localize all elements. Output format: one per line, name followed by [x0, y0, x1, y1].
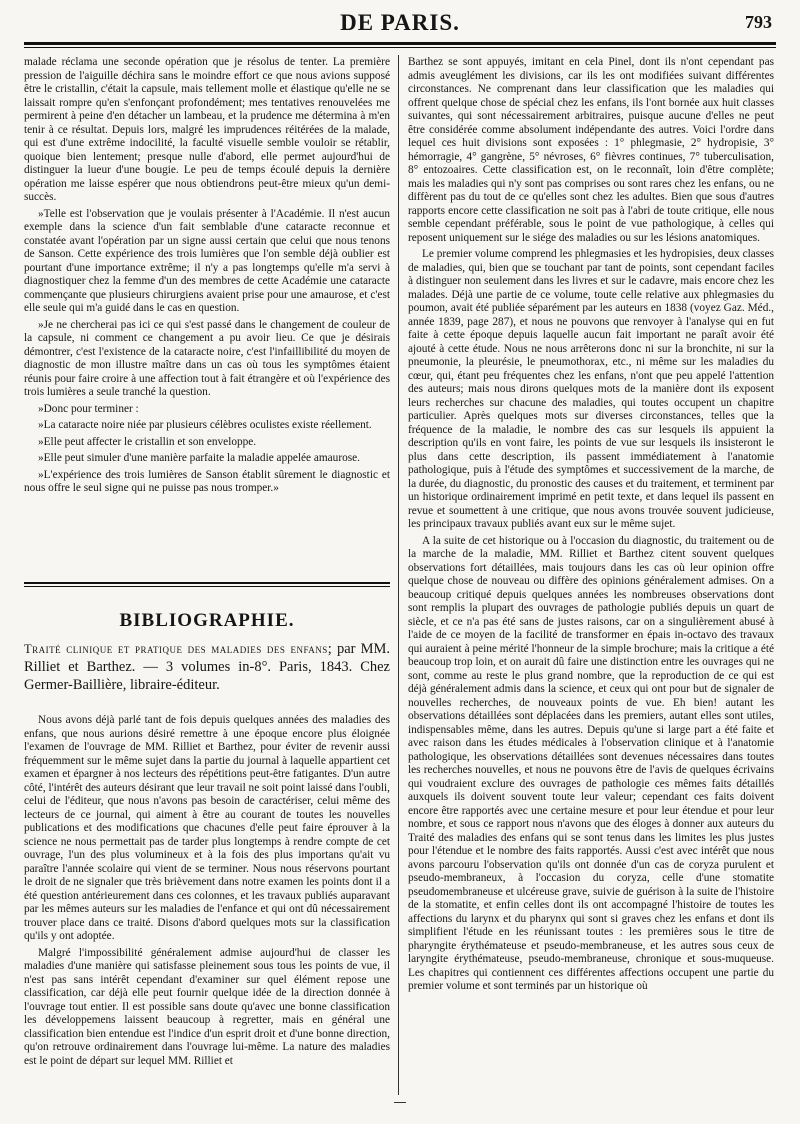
left-column-article	[24, 56, 390, 566]
column-divider	[398, 55, 399, 1095]
page-header	[24, 8, 776, 40]
right-column-review	[408, 56, 774, 1098]
paragraph: »Elle peut simuler d'une manière parfaite la maladie appelée amaurose.	[38, 452, 360, 464]
section-heading: BIBLIOGRAPHIE.	[119, 610, 295, 631]
paragraph: »Je ne chercherai pas ici ce qui s'est passé dans le changement de couleur de la capsule, ni comment ce changement a pu avoir lieu. Ce que je désirais démontrer, c'est l'existence de la cataracte noire, c'est l'infaillibilité du moyen de diagnostic de mon illustre maître dans un cas où tous les symptômes étaient réunis pour faire croire à une affection tout à fait étrangère et où l'expérience des trois lumières a seule tranché la question.	[24, 318, 390, 398]
paragraph: »Elle peut affecter le cristallin et son enveloppe.	[38, 435, 257, 448]
paragraph: A la suite de cet historique ou à l'occasion du diagnostic, du traitement ou de la marche de la maladie, MM. Rilliet et Barthez citent souvent quelques observations fort détaillées, mais toujours dans les cas où leur opinion offre quelque chose de nouveau ou diffère des opinions généralement admises. On a beaucoup critiqué depuis quelques années les nombreuses observations dont sont remplis la plupart des ouvrages de pathologie publiés depuis un quart de siècle, et ce n'a pas été sans de justes raisons, car on a singulièrement abusé à l'aide de ce moyen de la facilité de transformer en épais in-octavo des travaux qui auraient à peine mérité l'honneur de la simple brochure; mais la critique a été beaucoup trop loin, et on aurait dû faire une distinction entre les ouvrages qui ne sont, comme au reste le plus grand nombre, que la reproduction de ce qui est déjà généralement admis dans la science, et ceux qui ont pour but de signaler de nouvelles recherches, de nouveaux points de vue. Eh bien! autant les observations détaillées sont déplacées dans les premiers, autant elles sont utiles, indispensables même, dans les autres. Depuis qu'une si large part a été faite et avec raison dans les études médicales à l'observation clinique et à l'anatomie pathologique, les observations détaillées sont devenues nécessaires dans toutes les recherches nouvelles, et nous ne pouvons être de l'avis de quelques écrivains qui voudraient exclure des ouvrages de pathologie ces mêmes faits détaillés auxquels ils doivent souvent toute leur valeur; cependant ces faits doivent encore être rapportés avec une certaine mesure et pour leur étendue et pour leur nombre, et sous ce rapport nous n'avons que des éloges à donner aux auteurs du Traité des maladies des enfans qui se sont tenus dans les limites les plus justes pour l'étendue et le nombre des faits rapportés. Aussi c'est avec intérêt que nous avons parcouru l'observation qu'ils ont donnée d'un cas de coryza purulent et pseudo-membraneux, à l'occasion du coryza, celle d'une stomatite pseudomembraneuse et ulcéreuse grave, suivie de guérison à la suite de l'histoire de la stomatite, et enfin celles dont ils ont accompagné l'histoire de toutes les affections du larynx et du pharynx qui sont si graves chez les enfans et dont ils simplifient l'étude en les réunissant toutes : les premières sous le titre de pharyngite érythémateuse et pseudo-membraneuse, et les autres sous ceux de laryngite érythémateuse, pseudo-membraneuse, chronique et sous-muqueuse. Les chapitres qui contiennent ces différentes affections occupent une partie du premier volume et sont terminés par un historique où	[408, 534, 774, 992]
paragraph: »L'expérience des trois lumières de Sanson établit sûrement le diagnostic et nous offre le seul signe qui ne puisse pas nous tromper.»	[24, 468, 390, 494]
paragraph: Le premier volume comprend les phlegmasies et les hydropisies, deux classes de maladies, qui, bien que se touchant par tant de points, sont cependant faciles à distinguer non seulement dans les livres et sur le cadavre, mais encore chez les malades. Déjà une partie de ce volume, toute celle relative aux phlegmasies du poumon, avait été publiée séparément par les auteurs en 1838 (voyez Gaz. Méd., année 1839, page 287), et nous ne pouvons que renvoyer à l'analyse qui en fut faite à cette époque depuis laquelle aucun fait important ne paraît avoir été ajouté à cette étude. Nous ne nous arrêterons donc ni sur la bronchite, ni sur la pneumonie, la pleurésie, le pneumothorax, etc., ni même sur les maladies du cœur, qui, étant peu fréquentes chez les enfans, n'ont que peu appelé l'attention des auteurs; mais nous dirons quelques mots de la manière dont ils exposent leurs recherches sur chacune des maladies, qui toutes occupent un chapitre particulier. Après quelques mots sur diverses circonstances, telles que la fréquence de la maladie, le nombre des cas sur lesquels ils appuient la description qu'ils en vont faire, les points de vue sur lesquels ils insisteront le plus dans cette description, ils passent immédiatement à l'anatomie pathologique, puis à l'étude des symptômes et successivement de la marche, de la durée, du diagnostic, du pronostic des causes et du traitement, et terminent par un historique ordinairement imprimé en petit texte, et dans lequel ils passent en revue et soumettent à une critique, que nous avons trouvée souvent judicieuse, les principaux travaux publiés avant eux sur le même sujet.	[408, 248, 774, 530]
book-title	[24, 640, 390, 694]
header-rule-thick	[24, 42, 776, 45]
header-rule-thin	[24, 47, 776, 48]
paragraph: Barthez se sont appuyés, imitant en cela Pinel, dont ils n'ont cependant pas admis aveuglément les divisions, car ils les ont modifiées suivant différentes circonstances. Ne comprenant dans leur classification que les maladies qui offrent quelque chose de spécial chez les enfans, ils l'ont bornée aux huit classes suivantes, qui sont nécessairement arbitraires, puisque aucune d'elles ne peut être considérée comme absolument indépendante des autres. Voici l'ordre dans lequel ces huit divisions sont exposées : 1° phlegmasie, 2° hydropisie, 3° hémorragie, 4° gangrène, 5° névroses, 6° fièvres continues, 7° tuberculisation, 8° entozoaires. Cette classification est, on le reconnaît, loin d'être complète; mais les maladies qui n'y sont pas comprises ou sont rares chez les enfans, ou ne diffèrent pas du tout de ce qu'elles sont chez les adultes. Bien que sous d'autres rapports encore cette classification ne soit pas à l'abri de toute critique, elle nous semble cependant préférable, sous le point de vue pathologique, à celles qui reposent uniquement sur le siége des maladies ou sur les lésions anatomiques.	[408, 56, 774, 244]
paragraph: Nous avons déjà parlé tant de fois depuis quelques années des maladies des enfans, que nous aurions désiré remettre à une époque encore plus éloignée l'examen de l'ouvrage de MM. Rilliet et Barthez, pour éviter de revenir aussi fréquemment sur le même sujet dans la partie du journal à laquelle appartient cet examen et épargner à nos lecteurs des répétitions peut-être fatigantes. D'un autre côté, l'intérêt des auteurs désirant que leur travail ne soit point laissé dans l'oubli, celui de l'éditeur, que nous n'avons pas besoin de caractériser, celui même des lecteurs de ce journal, qui aiment à être au courant de toutes les nouvelles publications et des modifications que chacunes d'elle peut faire éprouver à la science ne nous permettait pas de tarder plus longtemps à rendre compte de cet ouvrage, l'un des plus volumineux et à la fois des plus importans qu'ait vu paraître l'année scolaire qui vient de se terminer. Nous nous réservons pourtant le droit de ne signaler que très brièvement dans notre examen les points dont il a été question antérieurement dans ces colonnes, et les travaux publiés auparavant par les mêmes auteurs sur les maladies de l'enfance et qui ont dû nécessairement trouver place dans ce traité. Disons d'abord quelques mots sur la classification qu'ils y ont adoptée.	[24, 714, 390, 942]
paragraph: »Telle est l'observation que je voulais présenter à l'Académie. Il n'est aucun exemple dans la science d'un fait semblable d'une cataracte reconnue et constatée avant l'opération par un signe aussi certain que celui que nous tenons de Sanson. Cette expérience des trois lumières que l'on semble déjà oublier est pourtant d'une importance extrême; il n'y a pas longtemps qu'elle m'a servi à diagnostiquer chez la femme d'un des membres de cette Académie une cataracte commençante que plusieurs chirurgiens avaient prise pour une amaurose, et c'est elle seule qui m'a guidé dans le cas en question.	[24, 207, 390, 314]
section-rule-thin	[24, 586, 390, 587]
footer-mark	[394, 1102, 406, 1103]
paragraph: Malgré l'impossibilité généralement admise aujourd'hui de classer les maladies d'une manière qui satisfasse pleinement sous tous les points de vue, il n'est pas sans intérêt cependant d'examiner sur quel élément repose une classification, car déjà elle peut fournir quelque idée de la direction donnée à l'ouvrage tout entier. Il est possible sans doute qu'avec une bonne classification les développemens laissent beaucoup à regretter, mais en général une classification bien entendue est l'indice d'un esprit droit et d'une bonne direction, qu'on retrouve ordinairement dans l'ouvrage lui-même. La nature des maladies est le point de départ sur lequel MM. Rilliet et	[24, 946, 390, 1067]
left-column-review	[24, 714, 390, 1094]
page-number: 793	[745, 12, 772, 32]
paragraph: »Donc pour terminer :	[38, 402, 139, 415]
section-rule	[24, 582, 390, 584]
paragraph: malade réclama une seconde opération que je résolus de tenter. La première pression de l'aiguille déchira sans le moindre effort ce que nous avions supposé être le cristallin, c'était la capsule, mais tellement molle et élastique qu'elle ne se laissait rompre qu'en s'enfonçant profondément; mes tentatives renouvelées me permirent à peine d'en détacher un lambeau, et la prudence me détermina à m'en tenir à ce résultat. Depuis lors, malgré les imprudences réitérées de la malade, qui est d'une extrême indocilité, la faculté visuelle semble vouloir se rétablir, quoique bien lentement; presque nulle d'abord, elle permet aujourd'hui de distinguer la lueur d'une bougie. Le peu de temps écoulé depuis la dernière opération me laisse espérer que nous obtiendrons peut-être mieux qu'un demi-succès.	[24, 56, 390, 203]
book-title-smallcaps: Traité clinique et pratique des maladies des enfans	[24, 642, 328, 656]
paragraph: »La cataracte noire niée par plusieurs célèbres oculistes existe réellement.	[38, 419, 372, 431]
running-title: DE PARIS.	[340, 10, 460, 35]
book-title-details: ; par MM. Rilliet et Barthez. — 3 volumes in-8°. Paris, 1843. Chez Germer-Baillière, libraire-éditeur.	[24, 641, 390, 693]
